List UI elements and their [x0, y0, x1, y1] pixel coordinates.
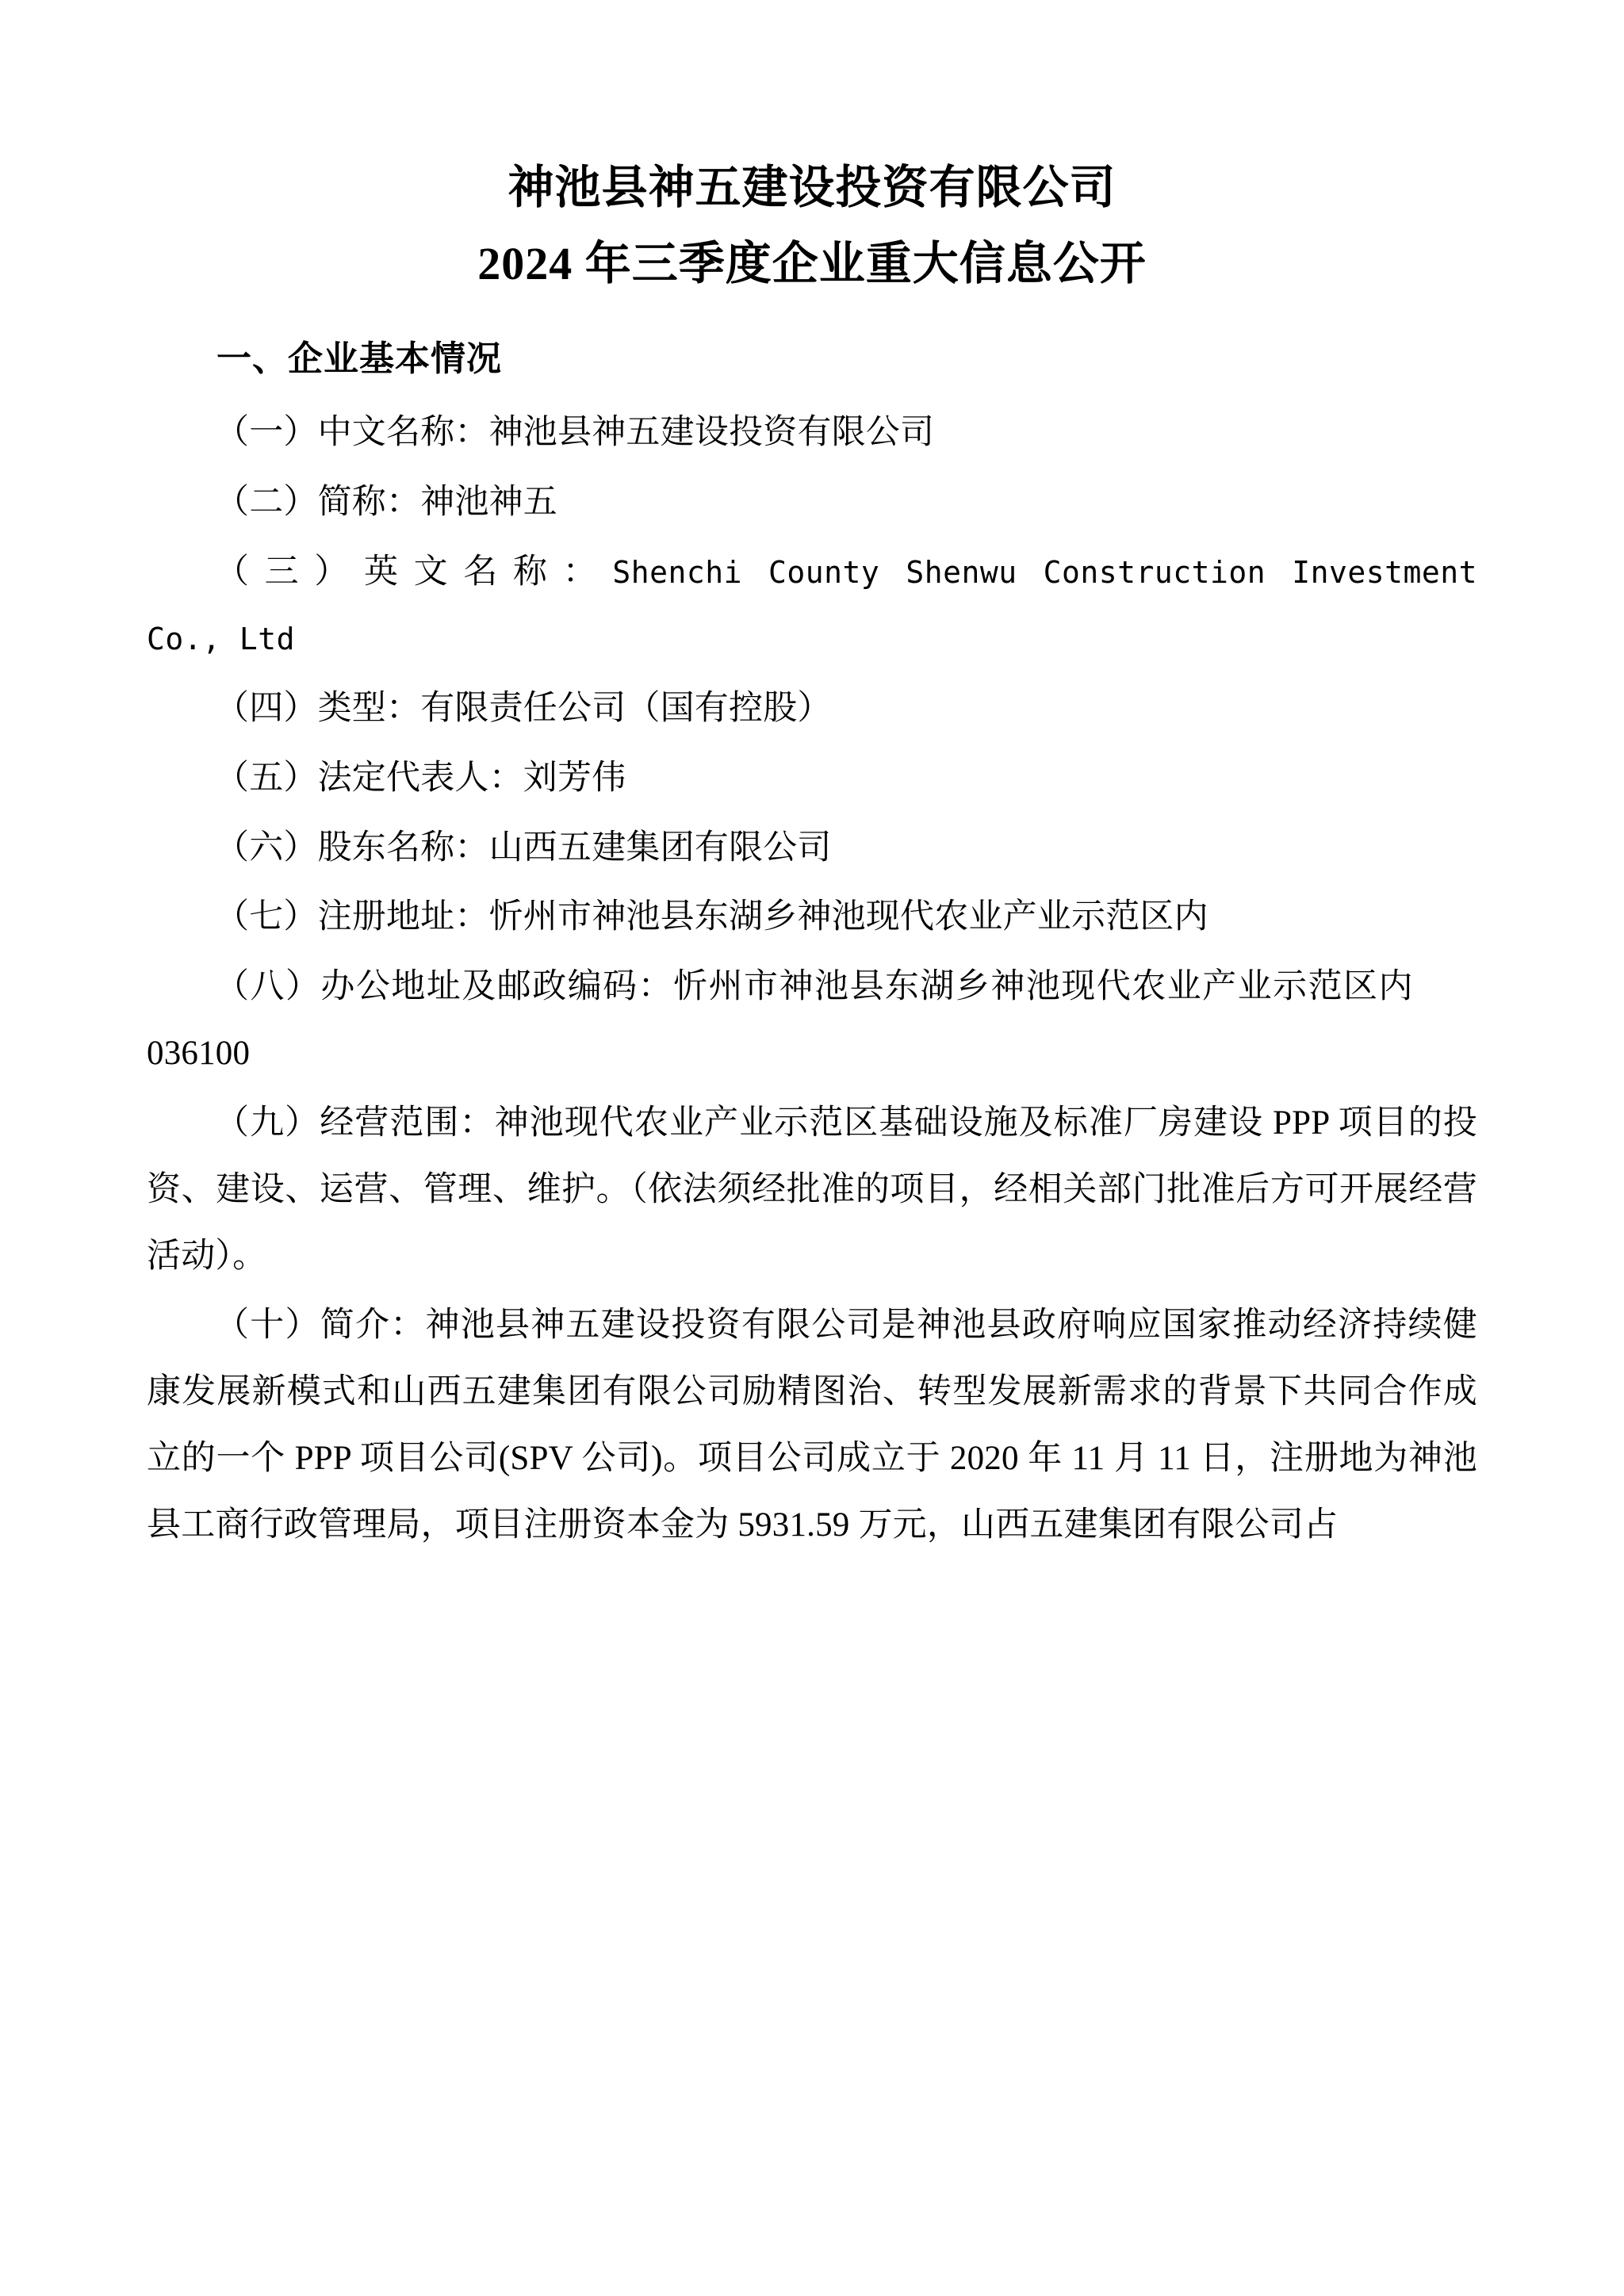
paragraph-item-1: （一）中文名称：神池县神五建设投资有限公司 — [215, 414, 935, 452]
paragraph-item-8 — [147, 954, 1477, 1087]
paragraph-item-2: （二）简称：神池神五 — [215, 484, 557, 522]
paragraph-item-5: （五）法定代表人：刘芳伟 — [215, 759, 626, 797]
title-line-2: 2024 年三季度企业重大信息公开 — [477, 238, 1147, 290]
title-line-1: 神池县神五建设投资有限公司 — [508, 162, 1116, 213]
paragraph-item-3-lead: （三）英文名称： — [215, 553, 613, 591]
paragraph-item-3-english-name: Shenchi County Shenwu Construction Investment Co., Ltd — [147, 555, 1477, 656]
page-title — [147, 159, 1477, 293]
paragraph-item-8-postcode: 036100 — [147, 1035, 251, 1073]
paragraph-item-3 — [147, 539, 1477, 672]
paragraph-item-4: （四）类型：有限责任公司（国有控股） — [215, 689, 832, 727]
section-heading: 一、企业基本情况 — [216, 339, 502, 379]
paragraph-item-9: （九）经营范围：神池现代农业产业示范区基础设施及标准厂房建设 PPP 项目的投资、建设、运营、管理、维护。（依法须经批准的项目，经相关部门批准后方可开展经营活动）。 — [147, 1104, 1477, 1275]
paragraph-item-7: （七）注册地址：忻州市神池县东湖乡神池现代农业产业示范区内 — [215, 898, 1208, 936]
paragraph-item-6: （六）股东名称：山西五建集团有限公司 — [215, 828, 832, 867]
paragraph-item-8-text: （八）办公地址及邮政编码：忻州市神池县东湖乡神池现代农业产业示范区内 — [215, 968, 1414, 1006]
paragraph-item-10: （十）简介：神池县神五建设投资有限公司是神池县政府响应国家推动经济持续健康发展新模式和山西五建集团有限公司励精图治、转型发展新需求的背景下共同合作成立的一个 PPP 项目公司(SPV 公司)。项目公司成立于 2020 年 11 月 11 日，注册地为神池县工商行政管理局，项目注册资本金为 5931.59 万元，山西五建集团有限公司占 — [147, 1307, 1477, 1544]
